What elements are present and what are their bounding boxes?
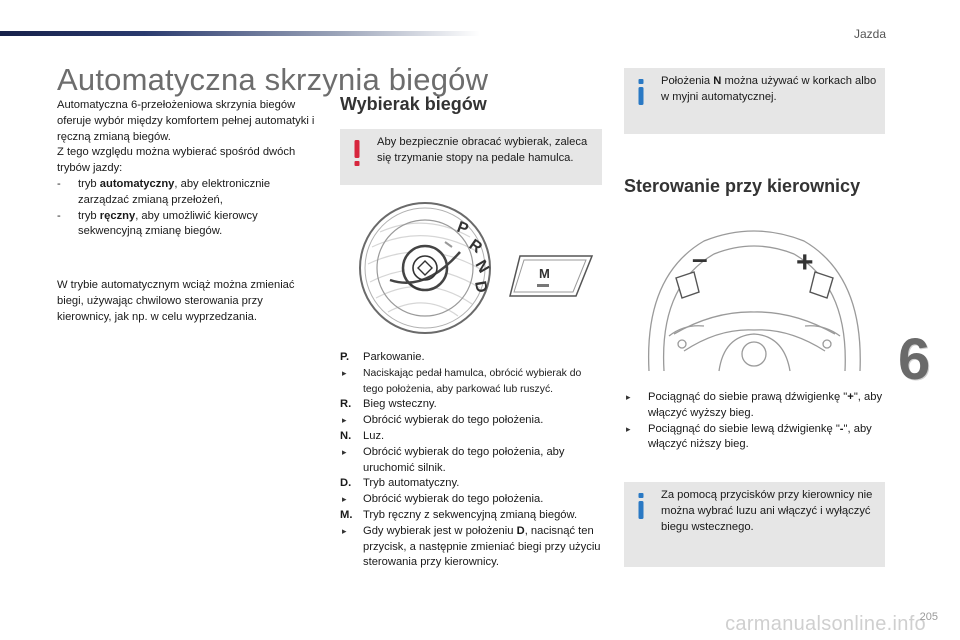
mode-neutral-instruction: [340, 445, 602, 477]
instruction-arrow-icon: ▸: [342, 494, 347, 505]
mode-text: Tryb ręczny z sekwencyjną zmianą biegów.: [363, 508, 578, 521]
warning-note: [340, 129, 602, 185]
bullet-bold: ręczny: [99, 209, 136, 222]
section-name: Jazda: [853, 27, 886, 41]
bullet-dash: -: [57, 177, 61, 190]
page-number: 205: [919, 611, 938, 623]
mode-text: Tryb automatyczny.: [363, 477, 460, 490]
mode-reverse-instruction: [340, 413, 602, 429]
mode-key: M.: [340, 508, 353, 521]
instruction-text: Pociągnąć do siebie prawą dźwigienkę ": [648, 391, 848, 403]
bullet-text: tryb: [78, 177, 100, 190]
instruction-arrow-icon: ▸: [626, 392, 631, 402]
bullet-text: tryb: [78, 209, 100, 222]
mode-manual: [340, 508, 602, 524]
dial-letter-r: R: [465, 236, 485, 257]
info-text: [661, 74, 877, 106]
info-icon: [636, 77, 646, 107]
paddle-upshift-instruction: [624, 390, 885, 422]
minus-symbol: –: [692, 243, 708, 274]
instruction-text: , nacisnąć ten przycisk, a następnie zmieniać biegi przy użyciu sterowania przy kierownicy.: [363, 524, 601, 569]
mode-text: Parkowanie.: [363, 351, 425, 363]
instruction-arrow-icon: ▸: [342, 446, 347, 457]
instruction-text: Naciskając pedał hamulca, obrócić wybierak do tego położenia, aby parkować lub ruszyć.: [363, 367, 582, 395]
instruction-text: Pociągnąć do siebie lewą dźwigienkę ": [648, 422, 840, 435]
instruction-text: ", aby włączyć niższy bieg.: [648, 422, 872, 451]
dial-letter-d: D: [471, 279, 490, 295]
instruction-bold: +: [847, 391, 854, 403]
mode-key: N.: [340, 429, 352, 442]
instruction-arrow-icon: ▸: [342, 367, 347, 378]
selector-section-title: Wybierak biegów: [340, 94, 487, 114]
plus-symbol: +: [796, 246, 814, 279]
warning-icon: [352, 138, 362, 168]
instruction-text: Obrócić wybierak do tego położenia.: [363, 414, 544, 427]
instruction-text: Obrócić wybierak do tego położenia.: [363, 493, 544, 506]
mode-key: P.: [340, 351, 350, 363]
info-text: Za pomocą przycisków przy kierownicy nie można wybrać luzu ani włączyć i wyłączyć biegu wstecznego.: [661, 489, 873, 533]
paddle-instructions: [624, 390, 885, 453]
warning-text: Aby bezpiecznie obracać wybierak, zaleca się trzymanie stopy na pedale hamulca.: [377, 136, 588, 164]
mode-park: [340, 350, 602, 366]
intro-modes-lead: Z tego względu można wybierać spośród dwóch trybów jazdy:: [57, 146, 296, 175]
mode-neutral: [340, 429, 602, 445]
selector-column: [340, 94, 602, 115]
bullet-bold: automatyczny: [99, 177, 175, 190]
mode-drive-instruction: [340, 492, 602, 508]
instruction-text: ", aby włączyć wyższy bieg.: [648, 391, 883, 419]
mode-park-instruction: [340, 366, 602, 398]
mode-key: D.: [340, 477, 352, 490]
mode-key: R.: [340, 398, 352, 411]
steering-wheel-illustration: [624, 216, 885, 376]
instruction-arrow-icon: ▸: [342, 415, 347, 426]
info-note-steering: [624, 482, 885, 567]
intro-column: [57, 98, 319, 326]
mode-manual-instruction: [340, 524, 602, 571]
bullet-dash: -: [57, 209, 61, 222]
info-text-bold: N: [713, 75, 722, 87]
instruction-bold: D: [516, 524, 525, 537]
mode-drive: [340, 476, 602, 492]
steering-section-title: Sterowanie przy kierownicy: [624, 176, 861, 196]
mode-bullets: [57, 177, 319, 240]
paddle-downshift-instruction: [624, 422, 885, 454]
info-text-part: można używać w korkach albo w myjni automatycznej.: [661, 75, 877, 103]
bullet-manual: [57, 209, 319, 241]
gear-modes-list: [340, 350, 602, 571]
instruction-arrow-icon: ▸: [626, 423, 631, 434]
instruction-text: Gdy wybierak jest w położeniu: [363, 524, 517, 537]
m-button-illustration: [510, 256, 592, 296]
intro-paragraph: Automatyczna 6-przełożeniowa skrzynia biegów oferuje wybór między komfortem pełnej automatyki i ręczną zmianą biegów.: [57, 99, 315, 143]
bullet-text: , aby umożliwić kierowcy sekwencyjną zmianę biegów.: [78, 209, 258, 238]
page-title: Automatyczna skrzynia biegów: [57, 62, 489, 97]
header-bar: [0, 31, 480, 36]
chapter-number: 6: [898, 327, 931, 392]
left-paddle: [676, 272, 699, 298]
watermark: carmanualsonline.info: [725, 613, 926, 635]
info-text-part: Położenia: [661, 75, 714, 87]
mode-text: Luz.: [363, 429, 385, 442]
bullet-text: , aby elektronicznie zarządzać zmianą przełożeń,: [78, 177, 271, 206]
instruction-bold: -: [839, 422, 844, 435]
bullet-automatic: [57, 177, 319, 209]
info-note-neutral: [624, 68, 885, 134]
dial-letter-n: N: [471, 257, 493, 277]
gear-selector-illustration: [340, 192, 602, 342]
instruction-text: Obrócić wybierak do tego położenia, aby uruchomić silnik.: [363, 445, 565, 474]
info-icon: [636, 491, 646, 521]
mode-reverse: [340, 397, 602, 413]
mode-text: Bieg wsteczny.: [363, 398, 437, 411]
instruction-arrow-icon: ▸: [342, 525, 347, 536]
dial-letter-p: P: [454, 218, 471, 239]
m-button-label: M: [539, 266, 550, 281]
overtaking-paragraph: W trybie automatycznym wciąż można zmieniać biegi, używając chwilowo sterowania przy kierownicy, jak np. w celu wyprzedzania.: [57, 279, 295, 323]
